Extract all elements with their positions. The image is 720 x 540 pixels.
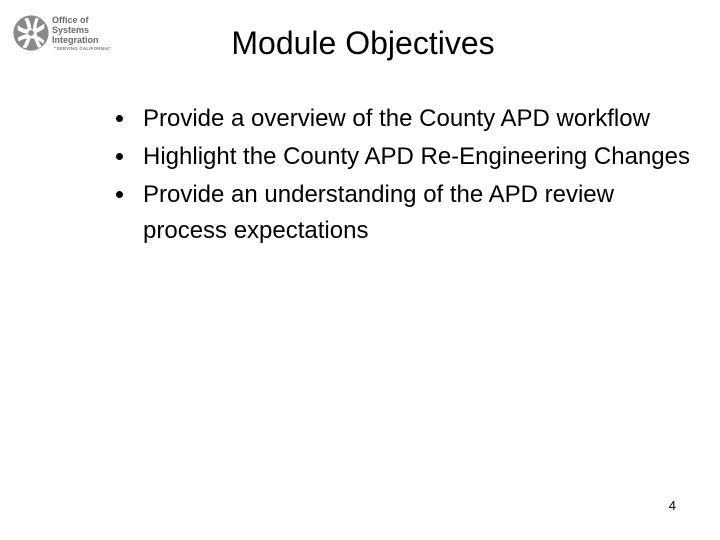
osi-logo-tagline: "SERVING CALIFORNIA": [54, 46, 112, 51]
logo-name-line: Systems: [52, 25, 90, 35]
logo-name-line: Integration: [52, 35, 99, 45]
objective-item: [114, 177, 694, 249]
objective-item: [114, 139, 694, 175]
bullet-dot-icon: [116, 153, 123, 160]
bullet-dot-icon: [116, 191, 123, 198]
bullet-dot-icon: [116, 115, 123, 122]
logo-name-line: Office of: [52, 15, 89, 25]
objectives-list: [114, 101, 694, 249]
objective-text: Highlight the County APD Re-Engineering Changes: [143, 143, 690, 170]
objective-text: Provide an understanding of the APD review process expectations: [143, 181, 614, 244]
slide-title: Module Objectives: [231, 25, 495, 61]
objective-text: Provide a overview of the County APD workflow: [143, 105, 650, 132]
objective-item: [114, 101, 694, 137]
page-number: 4: [668, 498, 676, 513]
